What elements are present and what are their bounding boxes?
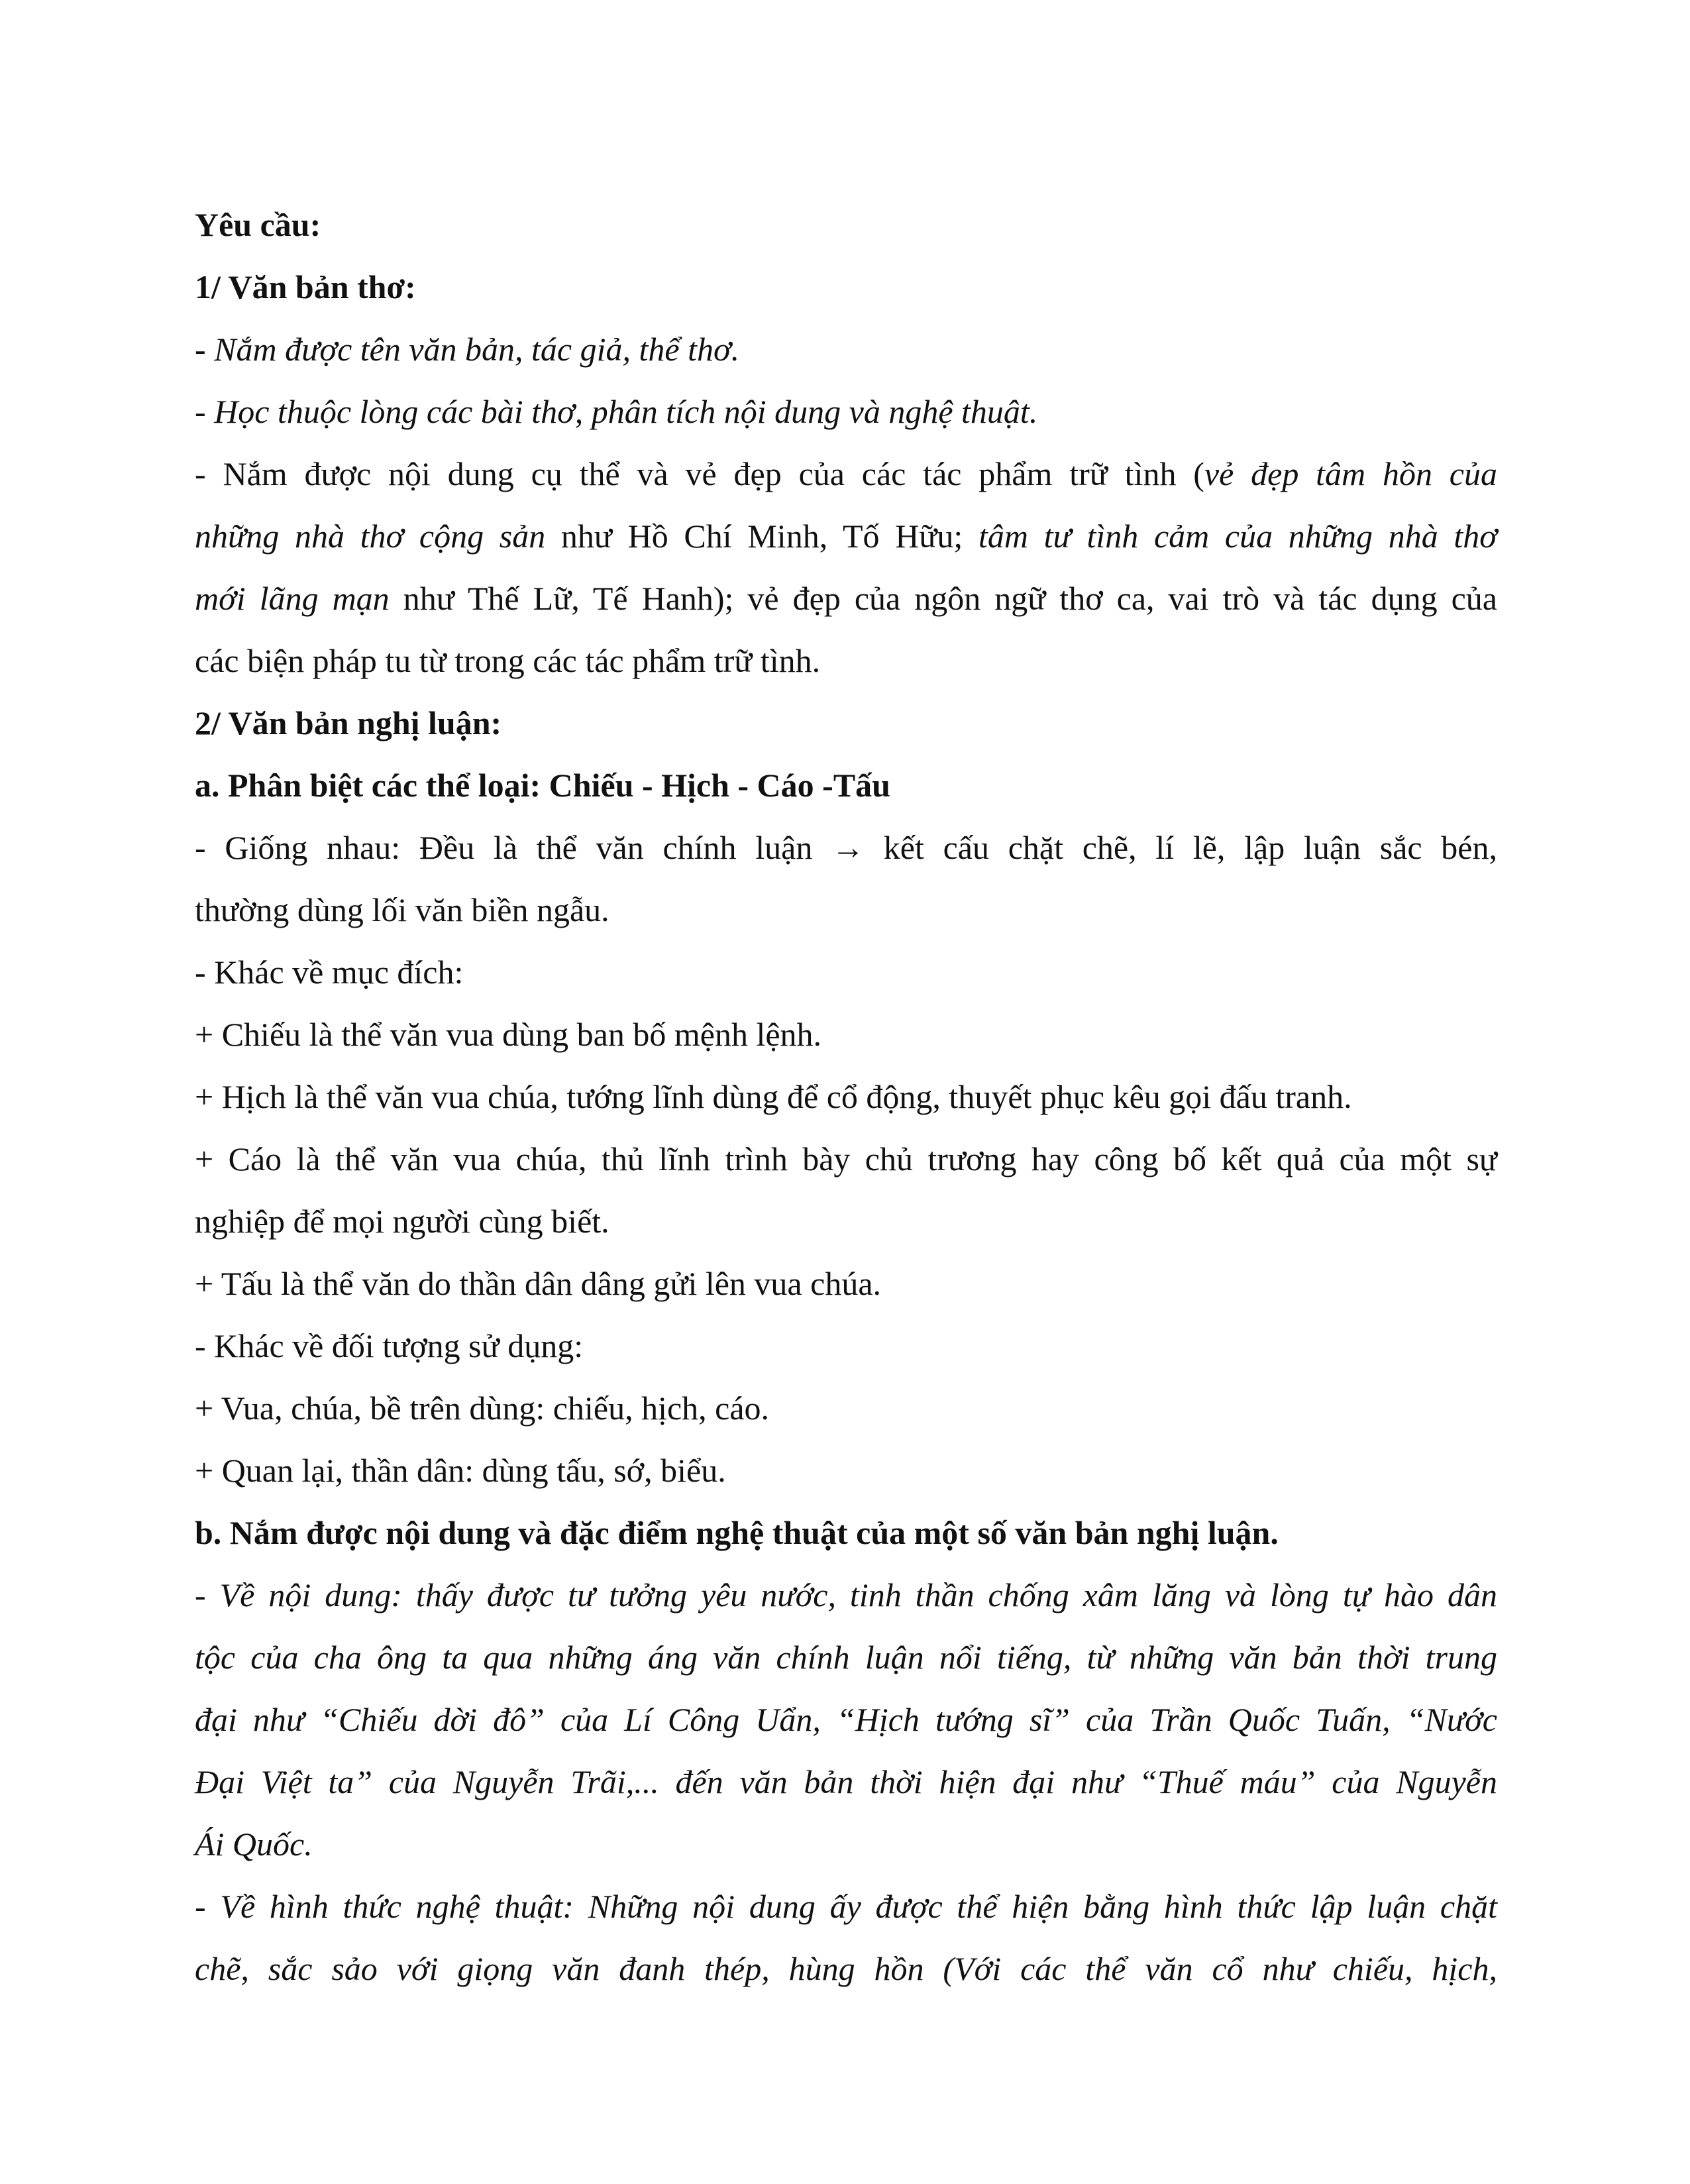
section2b-title: b. Nắm được nội dung và đặc điểm nghệ thuật của một số văn bản nghị luận. (195, 1514, 1279, 1551)
section2a-users-line2: + Quan lại, thần dân: dùng tấu, sớ, biểu. (195, 1452, 726, 1489)
section2a-users-title: - Khác về đối tượng sử dụng: (195, 1327, 584, 1364)
section2a-chieu: + Chiếu là thể văn vua dùng ban bố mệnh lệnh. (195, 1016, 822, 1053)
section1-title: 1/ Văn bản thơ: (195, 268, 416, 305)
section1-item2: - Học thuộc lòng các bài thơ, phân tích nội dung và nghệ thuật. (195, 393, 1038, 430)
p3-part-c: những nhà thơ cộng sản (195, 518, 546, 555)
section2b-art-line2: chẽ, sắc sảo với giọng văn đanh thép, hùng hồn (Với các thể văn cổ như chiếu, hịch, (195, 1950, 1497, 1987)
p3-part-a: - Nắm được nội dung cụ thể và vẻ đẹp của các tác phẩm trữ tình ( (195, 455, 1204, 492)
section2a-same-line1: - Giống nhau: Đều là thể văn chính luận → kết cấu chặt chẽ, lí lẽ, lập luận sắc bén, (195, 829, 1497, 866)
section2a-cao-line2: nghiệp để mọi người cùng biết. (195, 1203, 609, 1240)
document-page (195, 193, 1497, 2000)
section2b-content-line4: Đại Việt ta” của Nguyễn Trãi,... đến văn bản thời hiện đại như “Thuế máu” của Nguyễn (195, 1763, 1497, 1800)
heading: Yêu cầu: (195, 206, 321, 243)
section1-p3-line3 (195, 567, 1497, 629)
section1-p3-line2 (195, 505, 1497, 567)
section2b-content-line3: đại như “Chiếu dời đô” của Lí Công Uẩn, “Hịch tướng sĩ” của Trần Quốc Tuấn, “Nước (195, 1701, 1497, 1738)
section2b-content-line5: Ái Quốc. (195, 1826, 313, 1863)
section2-title: 2/ Văn bản nghị luận: (195, 704, 502, 741)
section2a-cao-line1: + Cáo là thể văn vua chúa, thủ lĩnh trình bày chủ trương hay công bố kết quả của một sự (195, 1140, 1497, 1177)
p3-part-f: mới lãng mạn (195, 580, 390, 617)
section1-p3-line4: các biện pháp tu từ trong các tác phẩm trữ tình. (195, 642, 821, 679)
section2a-tau: + Tấu là thể văn do thần dân dâng gửi lên vua chúa. (195, 1265, 882, 1302)
section2b-content-line2: tộc của cha ông ta qua những áng văn chính luận nổi tiếng, từ những văn bản thời trung (195, 1639, 1497, 1676)
section2b-content-line1: - Về nội dung: thấy được tư tưởng yêu nước, tinh thần chống xâm lăng và lòng tự hào dân (195, 1576, 1497, 1613)
p3-part-e: tâm tư tình cảm của những nhà thơ (978, 518, 1497, 555)
section1-item1: - Nắm được tên văn bản, tác giả, thể thơ. (195, 331, 740, 368)
section2a-users-line1: + Vua, chúa, bề trên dùng: chiếu, hịch, cáo. (195, 1390, 770, 1427)
p3-part-d: như Hồ Chí Minh, Tố Hữu; (545, 518, 978, 555)
section2a-title: a. Phân biệt các thể loại: Chiếu - Hịch - Cáo -Tấu (195, 767, 890, 804)
section2a-purpose-title: - Khác về mục đích: (195, 954, 464, 991)
p3-part-g: như Thế Lữ, Tế Hanh); vẻ đẹp của ngôn ngữ thơ ca, vai trò và tác dụng của (389, 580, 1497, 617)
section2a-hich: + Hịch là thể văn vua chúa, tướng lĩnh dùng để cổ động, thuyết phục kêu gọi đấu tranh. (195, 1078, 1352, 1115)
section2b-art-line1: - Về hình thức nghệ thuật: Những nội dung ấy được thể hiện bằng hình thức lập luận chặt (195, 1888, 1497, 1925)
section1-p3-line1 (195, 443, 1497, 505)
section2a-same-line2: thường dùng lối văn biền ngẫu. (195, 891, 609, 928)
p3-part-b: vẻ đẹp tâm hồn của (1204, 455, 1497, 492)
